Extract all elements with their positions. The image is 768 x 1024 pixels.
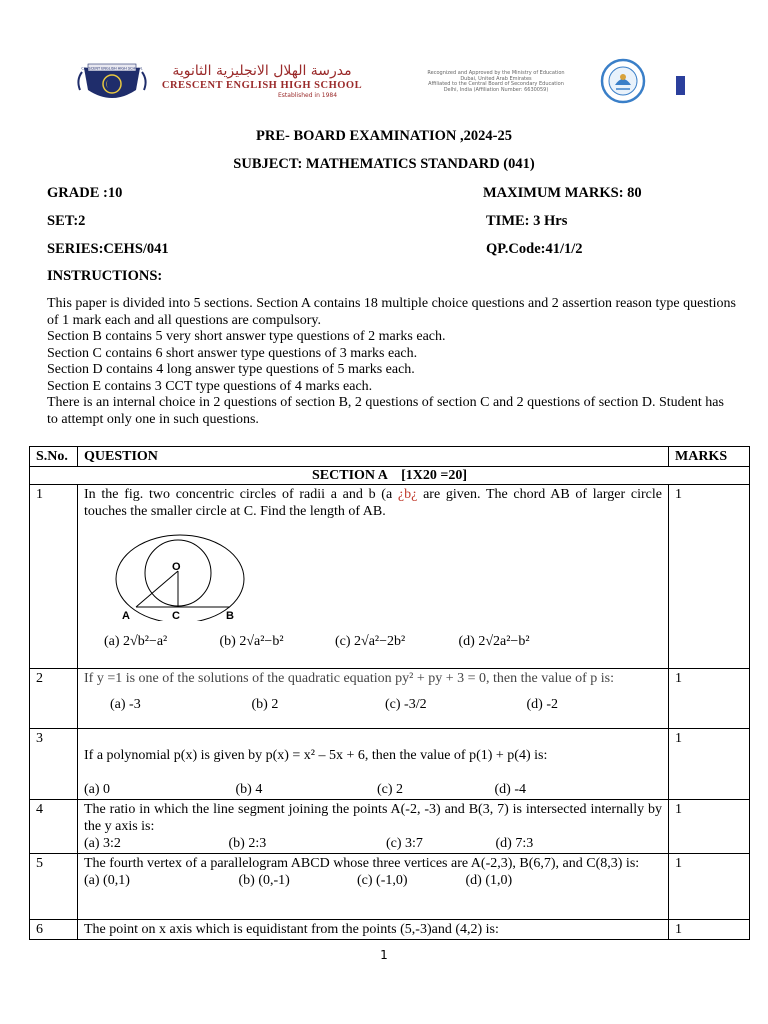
- option-a: (a) 0: [84, 782, 111, 797]
- qp-code: QP.Code:41/1/2: [486, 241, 583, 257]
- instructions-heading: INSTRUCTIONS:: [47, 268, 163, 284]
- option-b: (b) (0,-1): [238, 873, 290, 888]
- instruction-line: Section B contains 5 very short answer type questions of 2 marks each.: [47, 329, 446, 344]
- option-a: (a) -3: [110, 697, 141, 712]
- question-number: 4: [30, 800, 78, 854]
- subject-title: SUBJECT: MATHEMATICS STANDARD (041): [233, 156, 535, 172]
- table-header-row: [30, 447, 750, 467]
- option-d: (d) -4: [494, 782, 526, 797]
- marks: 1: [669, 669, 750, 729]
- table-row: [30, 669, 750, 729]
- question-cell: [78, 800, 669, 854]
- question-number: 3: [30, 729, 78, 800]
- options-row: [84, 835, 662, 852]
- cbse-logo: [598, 58, 648, 104]
- options-row: [104, 633, 530, 650]
- question-number: 1: [30, 485, 78, 669]
- options-row: [84, 696, 662, 713]
- option-d: (d) 2√2a²−b²: [458, 634, 530, 649]
- option-c: (c) -3/2: [385, 697, 427, 712]
- option-c: (c) 3:7: [386, 836, 423, 851]
- school-logo: [74, 60, 150, 106]
- max-marks: MAXIMUM MARKS: 80: [483, 185, 642, 201]
- set: SET:2: [47, 213, 86, 229]
- option-b: (b) 2√a²−b²: [219, 634, 284, 649]
- instruction-line: Section E contains 3 CCT type questions of 4 marks each.: [47, 378, 373, 394]
- marks: 1: [669, 800, 750, 854]
- option-a: (a) 2√b²−a²: [104, 634, 168, 649]
- option-a: (a) 3:2: [84, 836, 121, 851]
- options-row: [84, 781, 662, 798]
- instruction-line: Section D contains 4 long answer type questions of 5 marks each.: [47, 362, 415, 377]
- logo-banner-text: CRESCENT ENGLISH HIGH SCHOOL: [81, 66, 143, 71]
- header-sno: S.No.: [30, 447, 78, 467]
- school-name-arabic: مدرسة الهلال الانجليزية الثانوية: [172, 63, 352, 79]
- option-b: (b) 4: [235, 782, 263, 797]
- question-cell: [78, 729, 669, 800]
- question-text: If y =1 is one of the solutions of the quadratic equation py² + py + 3 = 0, then the value of p is:: [84, 671, 614, 686]
- recognition-line: Delhi, India (Affiliation Number: 6630059): [443, 86, 549, 93]
- question-text: If a polynomial p(x) is given by p(x) = x² – 5x + 6, then the value of p(1) + p(4) is:: [84, 748, 548, 763]
- question-glyphs: ¿b¿: [397, 487, 418, 502]
- section-a-heading: SECTION A [1X20 =20]: [30, 467, 750, 485]
- option-b: (b) 2: [251, 697, 279, 712]
- option-d: (d) (1,0): [465, 873, 513, 888]
- marks: 1: [669, 920, 750, 940]
- grade: GRADE :10: [47, 185, 123, 201]
- instruction-line: There is an internal choice in 2 questions of section B, 2 questions of section C and 2 questions of section D. Student has to attempt only one in such questions.: [47, 395, 724, 427]
- marks: 1: [669, 729, 750, 800]
- table-row: [30, 920, 750, 940]
- table-row: [30, 485, 750, 669]
- header-marks: MARKS: [669, 447, 750, 467]
- question-cell: [78, 854, 669, 920]
- instruction-line: This paper is divided into 5 sections. Section A contains 18 multiple choice questions and 2 assertion reason type questions of 1 mark each and all questions are compulsory.: [47, 296, 737, 328]
- marks: 1: [669, 485, 750, 669]
- series: SERIES:CEHS/041: [47, 241, 169, 257]
- label-c: C: [172, 610, 180, 621]
- table-row: [30, 854, 750, 920]
- question-cell: [78, 920, 669, 940]
- option-c: (c) 2√a²−2b²: [335, 634, 406, 649]
- table-row: [30, 729, 750, 800]
- recognition-line: Recognized and Approved by the Ministry of Education: [427, 70, 565, 76]
- option-d: (d) 7:3: [495, 836, 534, 851]
- question-cell: [78, 485, 669, 669]
- question-text: The ratio in which the line segment joining the points A(-2, -3) and B(3, 7) is intersected internally by the y axis is:: [84, 802, 662, 834]
- option-d: (d) -2: [526, 697, 558, 712]
- school-name-english: CRESCENT ENGLISH HIGH SCHOOL: [161, 80, 363, 91]
- option-a: (a) (0,1): [84, 873, 130, 888]
- circle-figure: [108, 531, 268, 621]
- question-number: 5: [30, 854, 78, 920]
- label-a: A: [122, 610, 130, 621]
- question-table: [29, 446, 750, 940]
- options-row: [84, 872, 662, 889]
- page-number: 1: [380, 948, 388, 962]
- instruction-line: Section C contains 6 short answer type questions of 3 marks each.: [47, 345, 418, 361]
- question-text: In the fig. two concentric circles of radii a and b (a: [84, 487, 398, 502]
- accent-bar: [676, 76, 685, 95]
- question-text: The fourth vertex of a parallelogram ABCD whose three vertices are A(-2,3), B(6,7), and C(8,3) is:: [84, 856, 640, 871]
- option-b: (b) 2:3: [228, 836, 267, 851]
- header-question: QUESTION: [78, 447, 669, 467]
- recognition-line: Dubai, United Arab Emirates: [460, 75, 532, 82]
- marks: 1: [669, 854, 750, 920]
- question-number: 2: [30, 669, 78, 729]
- recognition-line: Affiliated to the Central Board of Secondary Education: [428, 81, 564, 88]
- time: TIME: 3 Hrs: [486, 213, 568, 229]
- exam-title: PRE- BOARD EXAMINATION ,2024-25: [256, 128, 512, 144]
- question-text: are given. The chord AB of larger circle touches the smaller circle at C. Find the length of AB.: [84, 487, 662, 519]
- option-c: (c) 2: [377, 782, 404, 797]
- question-number: 6: [30, 920, 78, 940]
- question-cell: [78, 669, 669, 729]
- question-text: The point on x axis which is equidistant from the points (5,-3)and (4,2) is:: [84, 922, 499, 937]
- recognition-text: [392, 71, 600, 93]
- label-b: B: [226, 610, 234, 621]
- established-text: Established in 1984: [278, 92, 338, 99]
- option-c: (c) (-1,0): [357, 873, 408, 888]
- table-row: [30, 800, 750, 854]
- label-o: O: [172, 561, 181, 573]
- instructions: [47, 296, 737, 428]
- section-row: [30, 467, 750, 485]
